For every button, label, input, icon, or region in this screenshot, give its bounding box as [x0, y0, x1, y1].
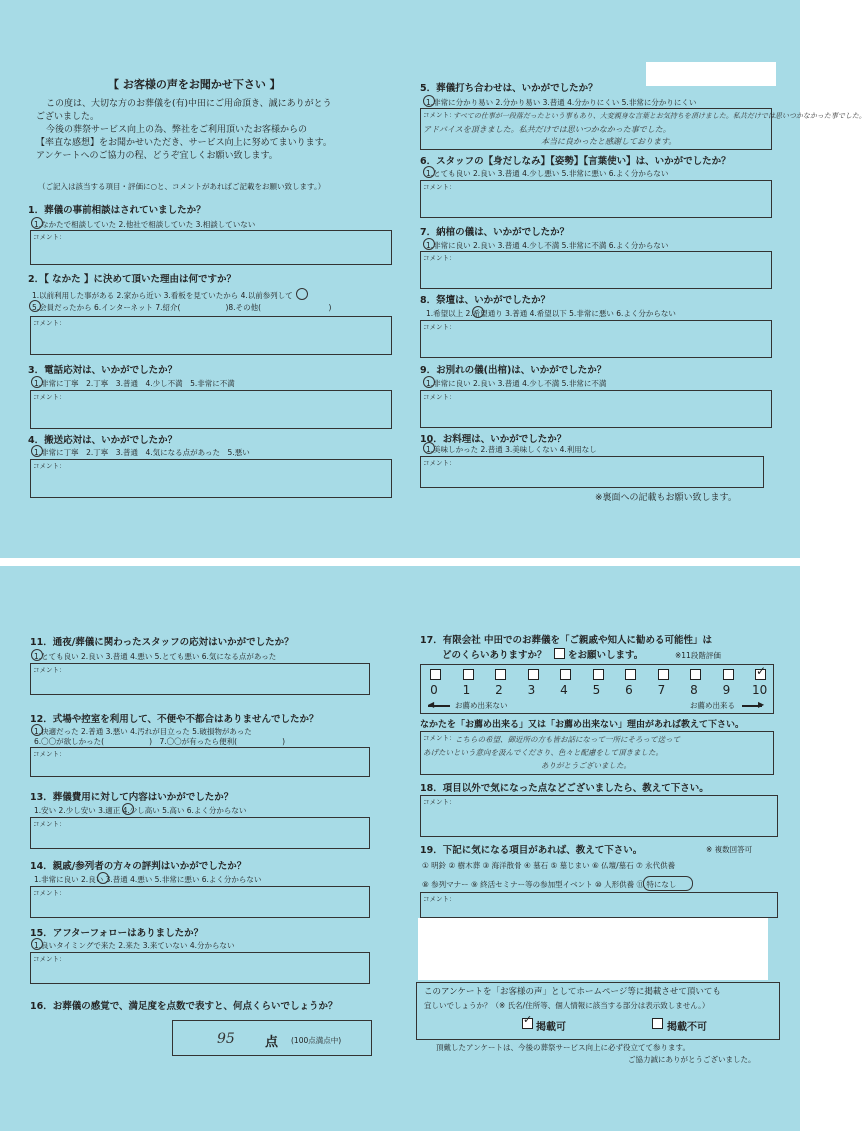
selected-ellipse — [643, 876, 693, 891]
publish-no-label: 掲載不可 — [667, 1022, 707, 1033]
comment-label: コメント： — [33, 233, 66, 241]
selected-circle — [97, 872, 109, 884]
comment-label: コメント： — [423, 459, 456, 467]
left-arrow-icon: ◀ — [428, 700, 435, 709]
question-8: 8．祭壇は、いかがでしたか？ — [420, 295, 551, 306]
selected-circle — [423, 238, 435, 250]
comment-box-2[interactable] — [30, 316, 392, 355]
comment-label: コメント： — [33, 393, 66, 401]
selected-circle — [423, 95, 435, 107]
question-17: 17．有限会社 中田でのお葬儀を「ご親戚や知人に勧める可能性」は — [420, 635, 713, 646]
question-4-options: 1.非常に丁寧 2.丁寧 3.普通 4.気になる点があった 5.悪い — [34, 448, 250, 457]
scale-number: 3 — [527, 683, 536, 697]
question-5-options: 1.非常に分かり易い 2.分かり易い 3.普通 4.分かりにくい 5.非常に分かりにくい — [426, 98, 697, 107]
question-6: 6．スタッフの【身だしなみ】【姿勢】【言葉使い】は、いかがでしたか？ — [420, 156, 731, 167]
scale-number: 0 — [430, 683, 438, 697]
question-16: 16．お葬儀の感覚で、満足度を点数で表すと、何点くらいでしょうか？ — [30, 1001, 338, 1012]
handwritten-comment: あげたいという意向を汲んでくださり、色々と配慮をして頂きました。 — [423, 748, 663, 757]
comment-label: コメント： — [423, 183, 456, 191]
scale-number: 2 — [495, 683, 503, 697]
selected-circle — [31, 445, 43, 457]
checkbox-icon — [554, 648, 565, 659]
scale-number: 1 — [462, 683, 471, 697]
question-8-options: 1.希望以上 2.希望通り 3.普通 4.希望以下 5.非常に悪い 6.よく分からない — [426, 309, 676, 318]
right-arrow-icon: ▶ — [758, 700, 765, 709]
redacted-area — [418, 918, 768, 980]
comment-box-10[interactable] — [420, 456, 764, 488]
comment-label: コメント： — [33, 820, 66, 828]
scale-checkbox-1[interactable] — [463, 669, 474, 680]
scale-number: 6 — [625, 683, 633, 697]
selected-circle — [472, 306, 484, 318]
question-3: 3．電話応対は、いかがでしたか？ — [28, 365, 178, 376]
reason-prompt: なかたを「お薦め出来る」又は「お薦め出来ない」理由があれば教えて下さい。 — [420, 720, 745, 730]
thanks-line-1: 頂戴したアンケートは、今後の葬祭サービス向上に必ず役立てて参ります。 — [436, 1043, 690, 1052]
question-4: 4．搬送応対は、いかがでしたか？ — [28, 435, 178, 446]
comment-box-15[interactable] — [30, 952, 370, 984]
score-value: 95 — [217, 1031, 235, 1047]
question-12: 12．式場や控室を利用して、不便や不都合はありませんでしたか？ — [30, 714, 319, 725]
intro-line: この度は、大切な方のお葬儀を(有)中田にご用命頂き、誠にありがとう — [46, 99, 332, 109]
intro-line: 【率直な感想】をお聞かせいただき、サービス向上に努めてまいります。 — [36, 138, 332, 148]
selected-circle — [31, 649, 43, 661]
publish-yes-label: 掲載可 — [536, 1022, 566, 1033]
question-19-options-2: ⑧ 参列マナー ⑨ 終活セミナー等の参加型イベント ⑩ 人形供養 ⑪ 特になし — [422, 880, 677, 889]
comment-label: コメント： — [423, 323, 456, 331]
handwritten-comment: こちらの希望、御近所の方も皆お話になって一所にそろって送って — [455, 735, 680, 744]
back-side-note: ※裏面への記載もお願い致します。 — [595, 493, 737, 503]
question-2-options-2: 5.会員だったから 6.インターネット 7.紹介( )8.その他( ) — [32, 303, 332, 312]
thanks-line-2: ご協力誠にありがとうございました。 — [628, 1055, 756, 1064]
selected-circle — [31, 376, 43, 388]
question-13: 13．葬儀費用に対して内容はいかがでしたか？ — [30, 792, 234, 803]
score-max: (100点満点中) — [291, 1036, 342, 1045]
comment-label: コメント： — [423, 798, 456, 806]
selected-circle — [29, 300, 41, 312]
instructions-note: （ご記入は該当する項目・評価に○と、コメントがあればご記載をお願い致します。） — [38, 182, 326, 191]
comment-label: コメント： — [33, 666, 66, 674]
question-17-line-2b: をお願いします。 — [568, 650, 644, 661]
question-12-options-2: 6.〇〇が欲しかった( ) 7.〇〇が有ったら便利( ) — [34, 737, 286, 746]
scale-note: ※11段階評価 — [675, 651, 721, 660]
intro-line: アンケートへのご協力の程、どうぞ宜しくお願い致します。 — [36, 151, 278, 161]
question-18: 18．項目以外で気になった点などございましたら、教えて下さい。 — [420, 783, 709, 794]
scale-number: 5 — [592, 683, 601, 697]
question-7-options: 1.非常に良い 2.良い 3.普通 4.少し不満 5.非常に不満 6.よく分からない — [426, 241, 669, 250]
comment-box-9[interactable] — [420, 390, 772, 428]
handwritten-comment: アドバイスを頂きました。私共だけでは思いつかなかった事でした。 — [423, 125, 671, 134]
question-17-line-2: どのくらいありますか？ — [442, 650, 547, 661]
comment-box-19[interactable] — [420, 892, 778, 918]
question-12-options-1: 1.快適だった 2.普通 3.悪い 4.汚れが目立った 5.破損物があった — [34, 727, 252, 736]
scale-checkbox-2[interactable] — [495, 669, 506, 680]
comment-box-17[interactable] — [420, 731, 774, 775]
score-unit: 点 — [265, 1035, 279, 1050]
scale-number: 9 — [722, 683, 731, 697]
scale-number: 4 — [560, 683, 568, 697]
question-15-options: 1.良いタイミングで来た 2.来た 3.来ていない 4.分からない — [34, 941, 235, 950]
question-3-options: 1.非常に丁寧 2.丁寧 3.普通 4.少し不満 5.非常に不満 — [34, 379, 235, 388]
question-15: 15．アフターフォローはありましたか？ — [30, 928, 204, 939]
comment-label: コメント： — [33, 889, 66, 897]
question-19-options-1: ① 明鈴 ② 樹木葬 ③ 海洋散骨 ④ 墓石 ⑤ 墓じまい ⑥ 仏壇/墓石 ⑦ 永代供養 — [422, 861, 676, 870]
comment-box-3[interactable] — [30, 390, 392, 429]
comment-label: コメント： — [423, 734, 456, 742]
publish-line-2: 宜しいでしょうか？（※ 氏名/住所等、個人情報に該当する部分は表示致しません。） — [424, 1001, 710, 1010]
score-box[interactable] — [172, 1020, 372, 1056]
question-13-options: 1.安い 2.少し安い 3.適正 4.少し高い 5.高い 6.よく分からない — [34, 806, 247, 815]
selected-circle — [31, 217, 43, 229]
question-9-options: 1.非常に良い 2.良い 3.普通 4.少し不満 5.非常に不満 — [426, 379, 607, 388]
selected-circle — [423, 166, 435, 178]
comment-box-14[interactable] — [30, 886, 370, 918]
comment-box-7[interactable] — [420, 251, 772, 289]
comment-box-1[interactable] — [30, 230, 392, 265]
scale-checkbox-8[interactable] — [690, 669, 701, 680]
scale-checkbox-7[interactable] — [658, 669, 669, 680]
selected-circle — [31, 724, 43, 736]
selected-circle — [31, 938, 43, 950]
question-10-options: 1.美味しかった 2.普通 3.美味しくない 4.利用なし — [426, 445, 597, 454]
comment-box-12[interactable] — [30, 747, 370, 777]
comment-box-5[interactable] — [420, 108, 866, 150]
question-10: 10．お料理は、いかがでしたか？ — [420, 434, 567, 445]
question-19: 19．下記に気になる項目があれば、教えて下さい。 — [420, 845, 643, 856]
selected-circle — [423, 376, 435, 388]
comment-box-6[interactable] — [420, 180, 772, 218]
scale-checkbox-4[interactable] — [560, 669, 571, 680]
comment-box-18[interactable] — [420, 795, 778, 837]
handwritten-comment: すべての仕事が一段落だったという事もあり、大変親身な言葉とお気持ちを頂けました。私共だけでは思いつかなかった事でした。 — [453, 112, 866, 120]
comment-label: コメント： — [33, 462, 66, 470]
scale-checkbox-3[interactable] — [528, 669, 539, 680]
question-7: 7．納棺の儀は、いかがでしたか？ — [420, 227, 570, 238]
comment-label: コメント： — [423, 393, 456, 401]
question-14: 14．親戚/参列者の方々の評判はいかがでしたか？ — [30, 861, 247, 872]
scale-checkbox-6[interactable] — [625, 669, 636, 680]
question-11-options: 1.とても良い 2.良い 3.普通 4.悪い 5.とても悪い 6.気になる点があった — [34, 652, 277, 661]
handwritten-comment: 本当に良かったと感謝しております。 — [541, 137, 677, 146]
selected-circle — [122, 803, 134, 815]
handwritten-comment: ありがとうございました。 — [541, 761, 631, 770]
selected-circle — [296, 288, 308, 300]
check-mark-icon: ✓ — [523, 1013, 533, 1026]
comment-label: コメント： — [33, 750, 66, 758]
comment-label: コメント： — [33, 319, 66, 327]
comment-label: コメント： — [33, 955, 66, 963]
scale-checkbox-5[interactable] — [593, 669, 604, 680]
intro-line: ございました。 — [36, 112, 100, 122]
question-2: 2．【 なかた 】に決めて頂いた理由は何ですか？ — [28, 274, 236, 285]
scale-checkbox-9[interactable] — [723, 669, 734, 680]
publish-line-1: このアンケートを「お客様の声」としてホームページ等に掲載させて頂いても — [424, 987, 721, 997]
comment-label: コメント： — [423, 254, 456, 262]
intro-line: 今後の葬祭サービス向上の為、弊社をご利用頂いたお客様からの — [46, 125, 308, 135]
question-9: 9．お別れの儀(出棺)は、いかがでしたか？ — [420, 365, 607, 376]
publish-no-checkbox[interactable] — [652, 1018, 663, 1029]
multiple-answers-note: ※ 複数回答可 — [706, 845, 753, 854]
comment-box-11[interactable] — [30, 663, 370, 695]
redacted-area — [646, 62, 776, 86]
question-1-options: 1.なかたで相談していた 2.他社で相談していた 3.相談していない — [34, 220, 256, 229]
comment-box-8[interactable] — [420, 320, 772, 358]
comment-box-13[interactable] — [30, 817, 370, 849]
question-11: 11．通夜/葬儀に関わったスタッフの応対はいかがでしたか？ — [30, 637, 294, 648]
scale-right-label: お薦め出来る — [690, 701, 735, 710]
scale-number: 8 — [690, 683, 698, 697]
survey-title: 【 お客様の声をお聞かせ下さい 】 — [108, 78, 281, 91]
scale-number: 7 — [657, 683, 666, 697]
question-1: 1．葬儀の事前相談はされていましたか？ — [28, 205, 206, 216]
scale-checkbox-0[interactable] — [430, 669, 441, 680]
comment-box-4[interactable] — [30, 459, 392, 498]
selected-circle — [423, 442, 435, 454]
comment-label: コメント： — [423, 895, 456, 903]
scale-left-label: お薦め出来ない — [455, 701, 508, 710]
question-5: 5．葬儀打ち合わせは、いかがでしたか？ — [420, 83, 598, 94]
question-2-options-1: 1.以前利用した事がある 2.家から近い 3.看板を見ていたから 4.以前参列して — [32, 291, 293, 300]
check-mark-icon: ✓ — [756, 664, 767, 678]
comment-label: コメント： — [423, 111, 456, 119]
scale-number: 10 — [752, 683, 768, 697]
question-6-options: 1.とても良い 2.良い 3.普通 4.少し悪い 5.非常に悪い 6.よく分からない — [426, 169, 669, 178]
question-14-options: 1.非常に良い 2.良い 3.普通 4.悪い 5.非常に悪い 6.よく分からない — [34, 875, 262, 884]
